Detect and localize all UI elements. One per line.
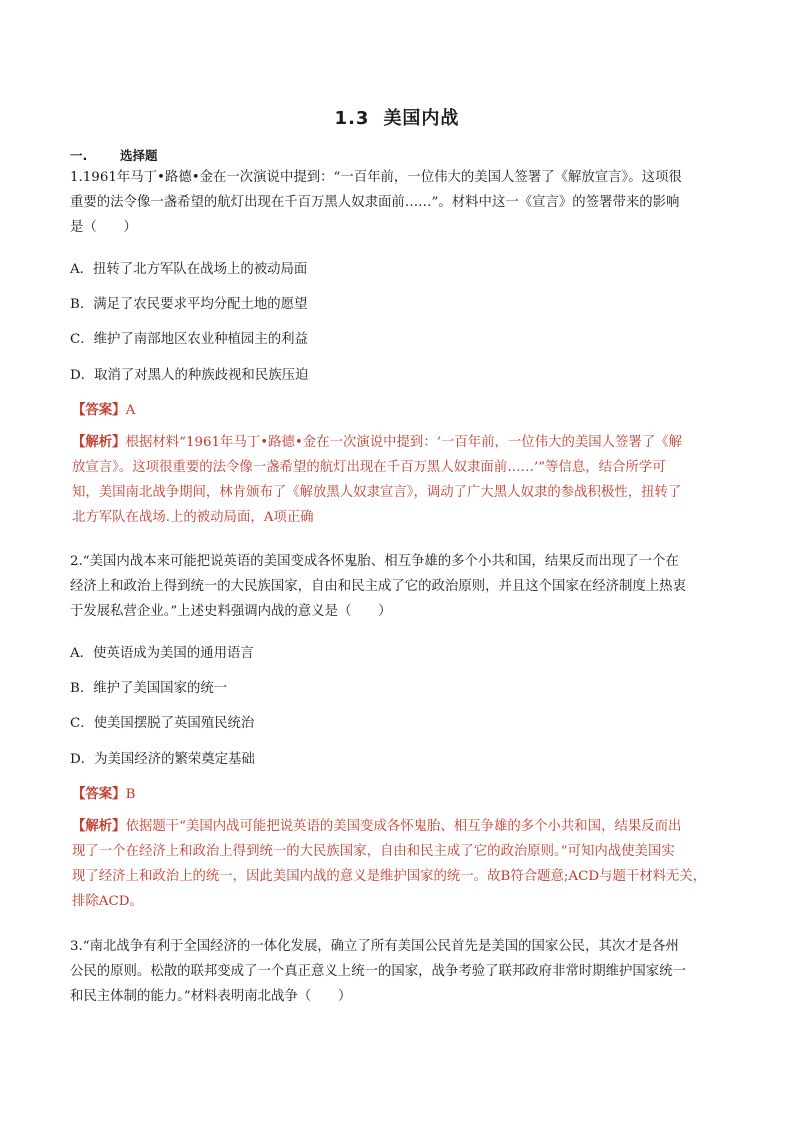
stem-line: 和民主体制的能力。”材料表明南北战争（ ） xyxy=(70,989,352,1004)
answer-tag: 【答案】 xyxy=(72,402,126,418)
question-1-option-b: B．满足了农民要求平均分配土地的愿望 xyxy=(70,297,308,312)
stem-line: 重要的法令像一盏希望的航灯出现在千百万黑人奴隶面前……”。材料中这一《宣言》的签署带来的影响 xyxy=(70,195,680,210)
page-title xyxy=(0,104,794,130)
question-1-option-a: A．扭转了北方军队在战场上的被动局面 xyxy=(70,262,308,277)
section-heading xyxy=(70,146,158,164)
question-1-option-c: C．维护了南部地区农业种植园主的利益 xyxy=(70,332,308,347)
question-1-answer xyxy=(72,399,135,418)
question-2-option-a: A．使英语成为美国的通用语言 xyxy=(70,646,254,661)
section-label: 选择题 xyxy=(120,148,158,163)
question-2-explanation xyxy=(72,814,732,914)
stem-line: 经济上和政治上得到统一的大民族国家，自由和民主成了它的政治原则，并且这个国家在经济制度上热衷 xyxy=(70,579,686,594)
question-1-explanation xyxy=(72,430,732,530)
answer-tag: 【答案】 xyxy=(72,786,126,802)
stem-line: 于发展私营企业。”上述史料强调内战的意义是（ ） xyxy=(70,604,392,619)
explanation-tag: 【解析】 xyxy=(72,818,126,834)
explanation-tag: 【解析】 xyxy=(72,434,126,450)
answer-value: B xyxy=(125,787,136,802)
stem-line: 3.“南北战争有利于全国经济的一体化发展，确立了所有美国公民首先是美国的国家公民，其次才是各州 xyxy=(70,939,679,954)
stem-line: 2.“美国内战本来可能把说英语的美国变成各怀鬼胎、相互争雄的多个小共和国，结果反而出现了一个在 xyxy=(70,554,679,569)
question-2-answer xyxy=(72,783,135,802)
stem-line: 公民的原则。松散的联邦变成了一个真正意义上统一的国家，战争考验了联邦政府非常时期维护国家统一 xyxy=(70,964,686,979)
question-2-option-b: B．维护了美国国家的统一 xyxy=(70,681,228,696)
explanation-line: 排除ACD。 xyxy=(72,894,143,909)
answer-value: A xyxy=(125,403,136,418)
explanation-line: 知，美国南北战争期间，林肯颁布了《解放黑人奴隶宣言》，调动了广大黑人奴隶的参战积极性，扭转了 xyxy=(72,485,682,500)
explanation-line: 放宣言》。这项很重要的法令像一盏希望的航灯出现在千百万黑人奴隶面前……’”等信息，结合所学可 xyxy=(72,460,666,475)
title-text: 美国内战 xyxy=(383,108,460,129)
question-3-stem xyxy=(70,934,730,1009)
explanation-line: 根据材料“1961年马丁•路德•金在一次演说中提到：‘一百年前，一位伟大的美国人签署了《解 xyxy=(125,435,682,450)
question-2-option-c: C．使美国摆脱了英国殖民统治 xyxy=(70,716,255,731)
question-2-stem xyxy=(70,549,730,624)
question-2-option-d: D．为美国经济的繁荣奠定基础 xyxy=(70,752,255,767)
title-number: 1.3 xyxy=(334,108,370,129)
explanation-line: 依据题干“美国内战可能把说英语的美国变成各怀鬼胎、相互争雄的多个小共和国，结果反而出 xyxy=(125,819,682,834)
explanation-line: 现了一个在经济上和政治上得到统一的大民族国家，自由和民主成了它的政治原则。”可知内战使美国实 xyxy=(72,844,675,859)
section-index: 一. xyxy=(70,148,88,163)
stem-line: 1.1961年马丁•路德•金在一次演说中提到：“一百年前，一位伟大的美国人签署了《解放宣言》。这项很 xyxy=(70,170,682,185)
explanation-line: 现了经济上和政治上的统一，因此美国内战的意义是维护国家的统一。故B符合题意;ACD与题干材料无关， xyxy=(72,869,707,884)
explanation-line: 北方军队在战场.上的被动局面，A项正确 xyxy=(72,510,314,525)
stem-line: 是（ ） xyxy=(70,220,137,235)
question-1-option-d: D．取消了对黑人的种族歧视和民族压迫 xyxy=(70,368,309,383)
question-1-stem xyxy=(70,165,730,240)
